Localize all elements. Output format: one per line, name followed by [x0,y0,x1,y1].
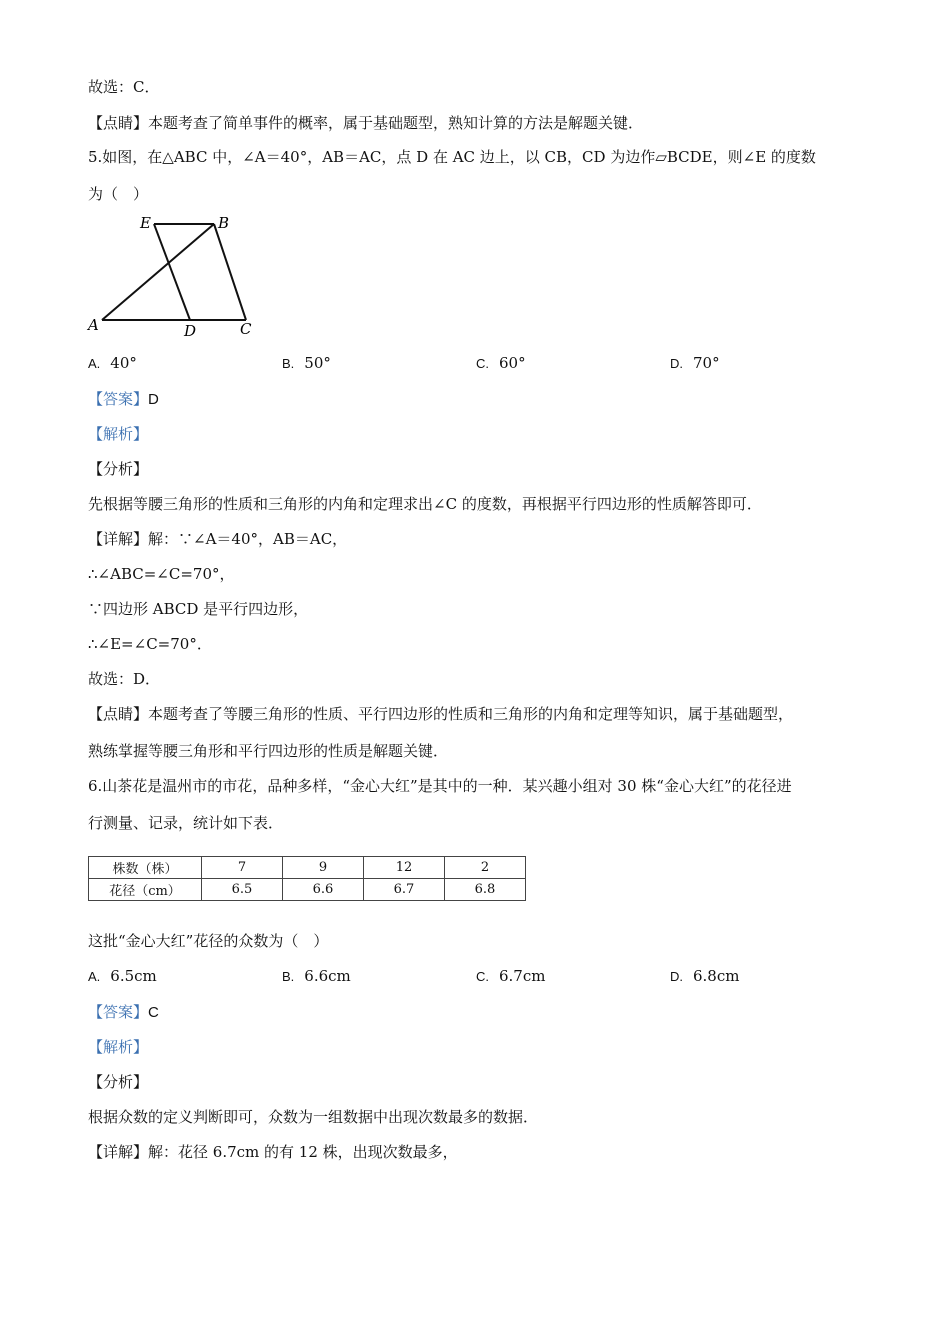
q5-tip-cont: 熟练掌握等腰三角形和平行四边形的性质是解题关键． [88,742,449,760]
label-d: D [184,322,197,340]
question-6-options [88,966,788,988]
question-5-options [88,353,788,375]
geometry-figure [86,210,266,340]
table-cell: 6.8 [445,879,526,901]
label-e: E [140,214,151,232]
q5-answer-tag: 【答案】 [88,390,149,408]
q6-answer-tag: 【答案】 [88,1003,149,1021]
flower-table [88,856,526,901]
q5-analysis-tag: 【解析】 [88,425,149,443]
table-row [89,857,526,879]
q5-step-2: ∵四边形 ABCD 是平行四边形， [88,600,309,618]
q6-analysis-tag: 【解析】 [88,1038,149,1056]
label-a: A [88,316,99,334]
question-6-text: 6.山茶花是温州市的市花，品种多样，“金心大红”是其中的一种．某兴趣小组对 30 株“金心大红”的花径进 [88,777,792,795]
segment-bc [214,224,246,320]
q5-option-b: B. 50° [282,354,331,372]
tip-text: 本题考查了简单事件的概率，属于基础题型，熟知计算的方法是解题关键． [148,114,644,132]
q6-fenxi: 根据众数的定义判断即可，众数为一组数据中出现次数最多的数据． [88,1108,539,1126]
q6-detail [88,1142,458,1162]
q6-option-c: C. 6.7cm [476,967,546,985]
question-5-cont: 为（ ） [88,185,149,203]
q5-option-c: C. 60° [476,354,526,372]
label-c: C [240,320,252,338]
table-cell: 6.5 [202,879,283,901]
table-cell: 6.7 [364,879,445,901]
q6-option-a: A. 6.5cm [88,967,157,985]
q6-detail-text: 解：花径 6.7cm 的有 12 株，出现次数最多， [148,1143,458,1161]
q5-detail-tag: 【详解】 [88,530,149,548]
label-b: B [218,214,230,232]
q6-answer [88,1002,159,1023]
q5-choose: 故选：D． [88,670,161,688]
figure-lines [102,224,246,320]
q5-tip-tag: 【点睛】 [88,705,149,723]
q5-answer [88,389,159,410]
q5-detail-text: 解：∵∠A＝40°，AB＝AC， [148,530,348,548]
table-cell: 9 [283,857,364,879]
q6-option-d: D. 6.8cm [670,967,740,985]
q5-detail [88,529,347,549]
question-6-question: 这批“金心大红”花径的众数为（ ） [88,932,329,950]
table-cell: 7 [202,857,283,879]
q5-step-1: ∴∠ABC=∠C=70°， [88,565,235,583]
q5-tip-text: 本题考查了等腰三角形的性质、平行四边形的性质和三角形的内角和定理等知识，属于基础题型， [148,705,794,723]
tip-tag: 【点睛】 [88,114,149,132]
q5-option-a: A. 40° [88,354,137,372]
tip-prev [88,113,643,133]
segment-ab [102,224,214,320]
table-cell: 6.6 [283,879,364,901]
q6-fenxi-tag: 【分析】 [88,1073,149,1091]
table-cell: 12 [364,857,445,879]
q6-option-b: B. 6.6cm [282,967,351,985]
conclusion-prev: 故选：C． [88,78,160,96]
table-row-header: 花径（cm） [89,879,202,901]
q6-detail-tag: 【详解】 [88,1143,149,1161]
q5-answer-value: D [148,391,159,408]
q5-option-d: D. 70° [670,354,720,372]
table-row-header: 株数（株） [89,857,202,879]
table-cell: 2 [445,857,526,879]
q5-fenxi-tag: 【分析】 [88,460,149,478]
q6-answer-value: C [148,1004,159,1021]
question-5-text: 5.如图，在△ABC 中，∠A＝40°，AB＝AC，点 D 在 AC 边上，以 CB，CD 为边作▱BCDE，则∠E 的度数 [88,148,816,166]
q5-tip [88,704,793,724]
question-6-cont: 行测量、记录，统计如下表． [88,814,284,832]
q5-fenxi: 先根据等腰三角形的性质和三角形的内角和定理求出∠C 的度数，再根据平行四边形的性质解答即可． [88,495,762,513]
q5-step-3: ∴∠E=∠C=70°． [88,635,212,653]
table-row [89,879,526,901]
